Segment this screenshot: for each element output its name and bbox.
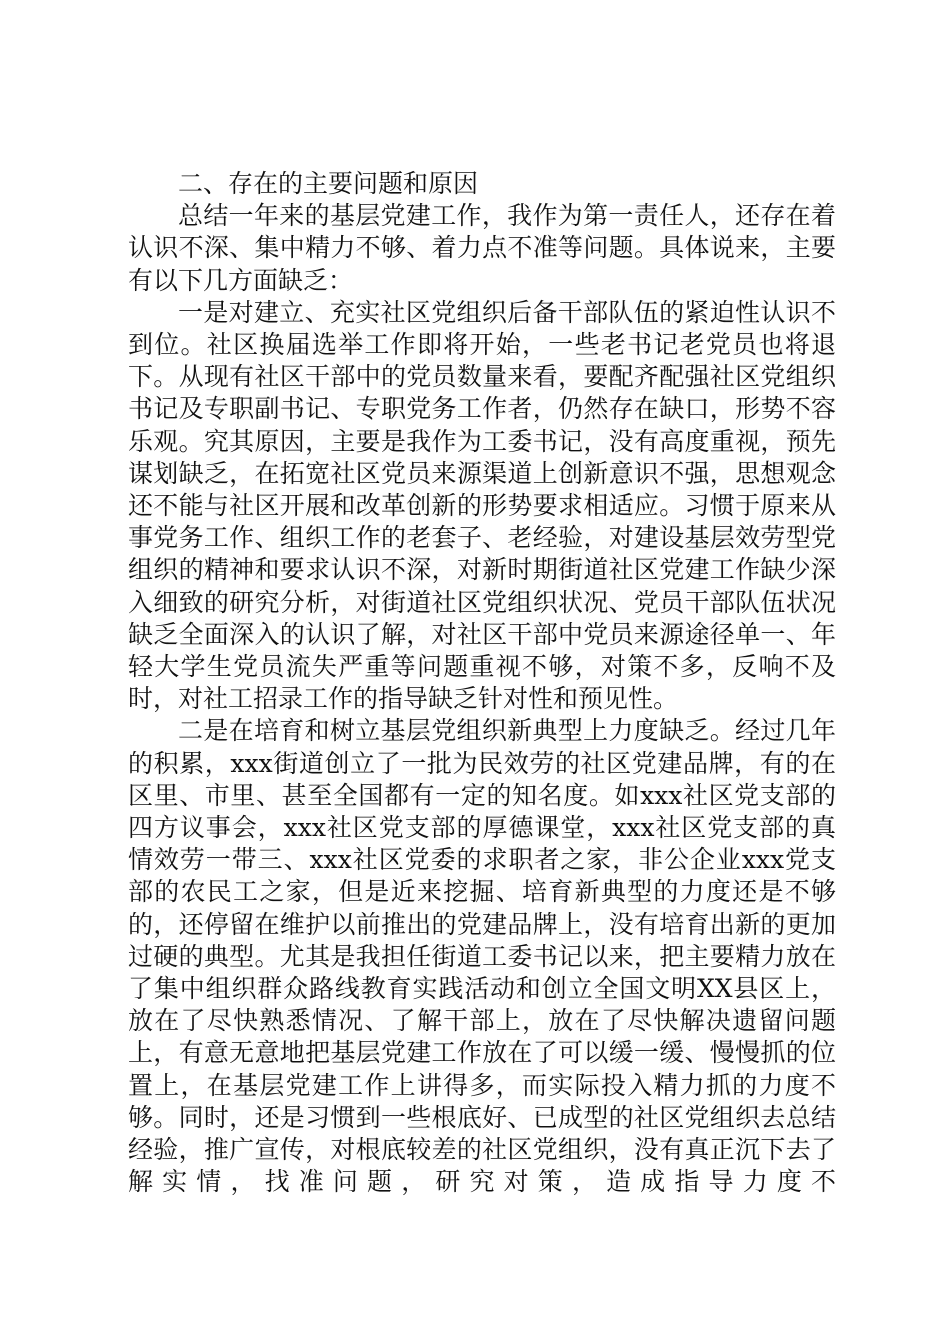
document-body <box>128 168 836 1199</box>
paragraph-issue-one: 一是对建立、充实社区党组织后备干部队伍的紧迫性认识不到位。社区换届选举工作即将开始，一些老书记老党员也将退下。从现有社区干部中的党员数量来看，要配齐配强社区党组织书记及专职副书记、专职党务工作者，仍然存在缺口，形势不容乐观。究其原因，主要是我作为工委书记，没有高度重视，预先谋划缺乏，在拓宽社区党员来源渠道上创新意识不强，思想观念还不能与社区开展和改革创新的形势要求相适应。习惯于原来从事党务工作、组织工作的老套子、老经验，对建设基层效劳型党组织的精神和要求认识不深，对新时期街道社区党建工作缺少深入细致的研究分析，对街道社区党组织状况、党员干部队伍状况缺乏全面深入的认识了解，对社区干部中党员来源途径单一、年轻大学生党员流失严重等问题重视不够，对策不多，反响不及时，对社工招录工作的指导缺乏针对性和预见性。 <box>128 297 836 714</box>
paragraph-issue-two: 二是在培育和树立基层党组织新典型上力度缺乏。经过几年的积累，xxx街道创立了一批为民效劳的社区党建品牌，有的在区里、市里、甚至全国都有一定的知名度。如xxx社区党支部的四方议事会，xxx社区党支部的厚德课堂，xxx社区党支部的真情效劳一带三、xxx社区党委的求职者之家，非公企业xxx党支部的农民工之家，但是近来挖掘、培育新典型的力度还是不够的，还停留在维护以前推出的党建品牌上，没有培育出新的更加过硬的典型。尤其是我担任街道工委书记以来，把主要精力放在了集中组织群众路线教育实践活动和创立全国文明XX县区上，放在了尽快熟悉情况、了解干部上，放在了尽快解决遗留问题上，有意无意地把基层党建工作放在了可以缓一缓、慢慢抓的位置上，在基层党建工作上讲得多，而实际投入精力抓的力度不够。同时，还是习惯到一些根底好、已成型的社区党组织去总结经验，推广宣传，对根底较差的社区党组织，没有真正沉下去了解实情，找准问题，研究对策，造成指导力度不 <box>128 716 836 1197</box>
paragraph-summary: 总结一年来的基层党建工作，我作为第一责任人，还存在着认识不深、集中精力不够、着力点不准等问题。具体说来，主要有以下几方面缺乏： <box>128 201 836 295</box>
section-heading: 二、存在的主要问题和原因 <box>178 169 479 198</box>
